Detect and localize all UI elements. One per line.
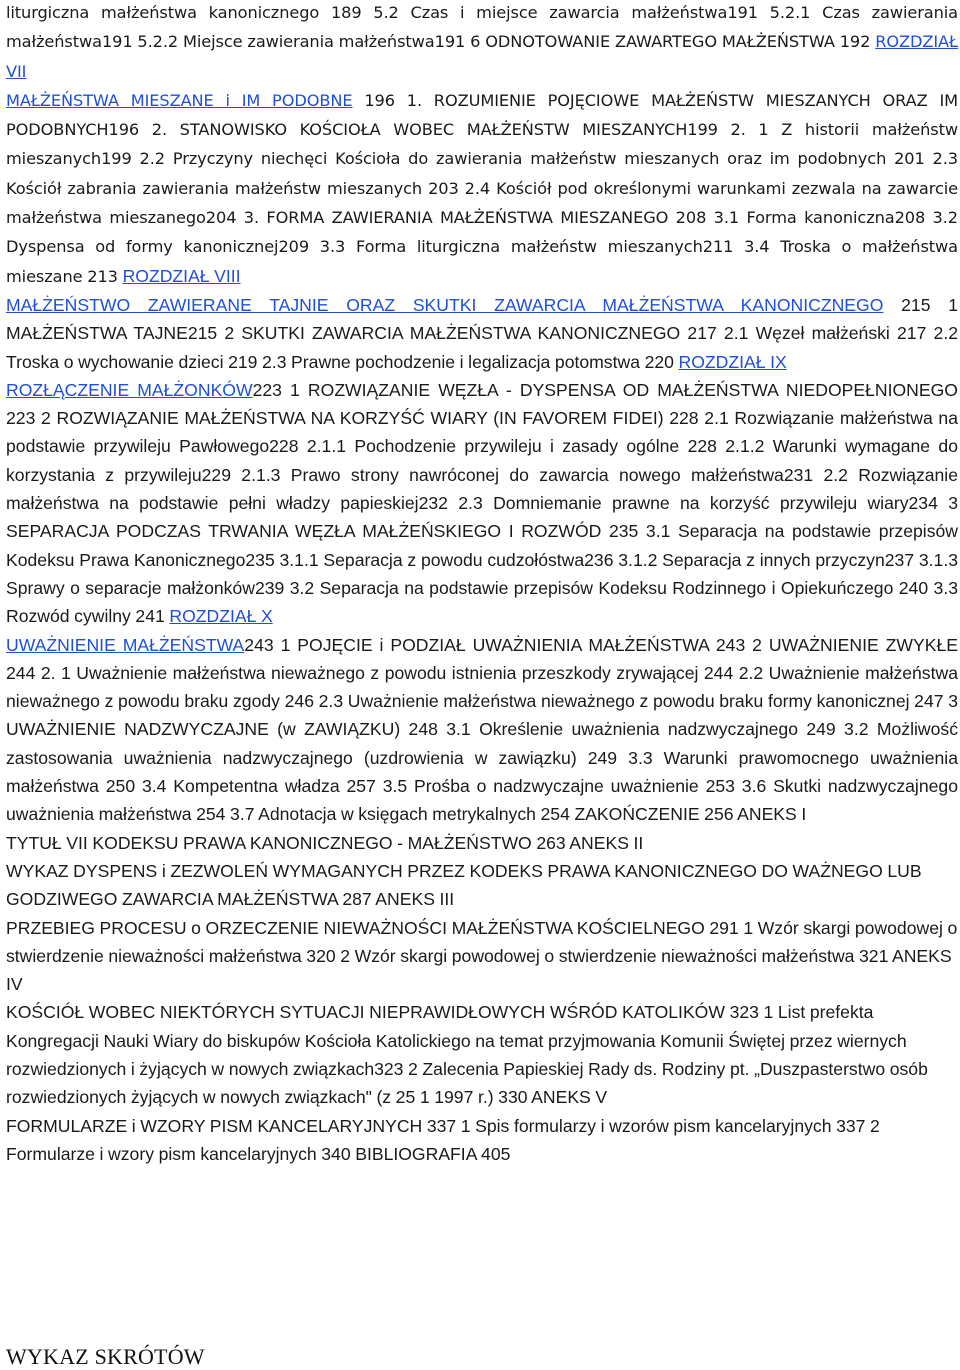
toc-aneks-2: WYKAZ DYSPENS i ZEZWOLEŃ WYMAGANYCH PRZEZ KODEKS PRAWA KANONICZNEGO DO WAŻNEGO LUB GODZIWEGO ZAWARCIA MAŁŻEŃSTWA 287 ANEKS III	[6, 860, 922, 910]
link-chapter-ix[interactable]: ROZDZIAŁ IX	[678, 351, 787, 372]
link-chapter-viii[interactable]: ROZDZIAŁ VIII	[122, 265, 241, 286]
link-chapter-vii-title[interactable]: MAŁŻEŃSTWA MIESZANE i IM PODOBNE	[6, 90, 353, 110]
link-chapter-ix-title[interactable]: ROZŁĄCZENIE MAŁŻONKÓW	[6, 379, 253, 400]
toc-text-1: liturgiczna małżeństwa kanonicznego 189 5.2 Czas i miejsce zawarcia małżeństwa191 5.2.1 Czas zawierania małżeństwa191 5.2.2 Miejsce zawierania małżeństwa191 6 ODNOTOWANIE ZAWARTEGO MAŁŻEŃSTWA 192	[6, 3, 958, 52]
link-chapter-vii[interactable]: ROZDZIAŁ VII	[6, 32, 958, 81]
toc-text-4: 223 1 ROZWIĄZANIE WĘZŁA - DYSPENSA OD MAŁŻEŃSTWA NIEDOPEŁNIONEGO 223 2 ROZWIĄZANIE MAŁŻEŃSTWA NA KORZYŚĆ WIARY (IN FAVOREM FIDEI) 228 2.1 Rozwiązanie małżeństwa na podstawie przywileju Pawłowego228 2.1.1 Pochodzenie przywileju i zasady ogólne 228 2.1.2 Warunki wymagane do korzystania z przywileju229 2.1.3 Prawo strony nawróconej do zawarcia nowego małżeństwa231 2.2 Rozwiązanie małżeństwa na podstawie pełni władzy papieskiej232 2.3 Domniemanie prawne na korzyść przywileju wiary234 3 SEPARACJA PODCZAS TRWANIA WĘZŁA MAŁŻEŃSKIEGO I ROZWÓD 235 3.1 Separacja na podstawie przepisów Kodeksu Prawa Kanonicznego235 3.1.1 Separacja z powodu cudzołóstwa236 3.1.2 Separacja z innych przyczyn237 3.1.3 Sprawy o separacje małżonków239 3.2 Separacja na podstawie przepisów Kodeksu Rodzinnego i Opiekuńczego 240 3.3 Rozwód cywilny 241	[6, 379, 958, 627]
section-heading: WYKAZ SKRÓTÓW	[6, 1344, 205, 1369]
toc-aneks-5: FORMULARZE i WZORY PISM KANCELARYJNYCH 337 1 Spis formularzy i wzorów pism kancelaryjnych 337 2 Formularze i wzory pism kancelaryjnych 340 BIBLIOGRAFIA 405	[6, 1115, 880, 1164]
link-chapter-x-title[interactable]: UWAŻNIENIE MAŁŻEŃSTWA	[6, 634, 245, 655]
toc-text-3: 215 1 MAŁŻEŃSTWA TAJNE215 2 SKUTKI ZAWARCIA MAŁŻEŃSTWA KANONICZNEGO 217 2.1 Węzeł małżeński 217 2.2 Troska o wychowanie dzieci 219 2.3 Prawne pochodzenie i legalizacja potomstwa 220	[6, 294, 958, 372]
toc-block-main	[6, 0, 958, 829]
toc-text-5: 243 1 POJĘCIE i PODZIAŁ UWAŻNIENIA MAŁŻEŃSTWA 243 2 UWAŻNIENIE ZWYKŁE 244 2. 1 Uważnienie małżeństwa nieważnego z powodu istnienia przeszkody zrywającej 244 2.2 Uważnienie małżeństwa nieważnego z powodu braku zgody 246 2.3 Uważnienie małżeństwa nieważnego z powodu braku formy kanonicznej 247 3 UWAŻNIENIE NADZWYCZAJNE (w ZAWIĄZKU) 248 3.1 Określenie uważnienia nadzwyczajnego 249 3.2 Możliwość zastosowania uważnienia nadzwyczajnego (uzdrowienia w zawiązku) 249 3.3 Warunki prawomocnego uważnienia małżeństwa 250 3.4 Kompetentna władza 257 3.5 Prośba o nadzwyczajne uważnienie 253 3.6 Skutki nadzwyczajnego uważnienia małżeństwa 254 3.7 Adnotacja w księgach metrykalnych 254 ZAKOŃCZENIE 256 ANEKS I	[6, 634, 958, 825]
toc-aneks-4: KOŚCIÓŁ WOBEC NIEKTÓRYCH SYTUACJI NIEPRAWIDŁOWYCH WŚRÓD KATOLIKÓW 323 1 List prefekta Kongregacji Nauki Wiary do biskupów Kościoła Katolickiego na temat przyjmowania Komunii Świętej przez wiernych rozwiedzionych i żyjących w nowych związkach323 2 Zalecenia Papieskiej Rady ds. Rodziny pt. „Duszpasterstwo osób rozwiedzionych żyjących w nowych związkach" (z 25 1 1997 r.) 330 ANEKS V	[6, 1002, 928, 1108]
link-chapter-x[interactable]: ROZDZIAŁ X	[169, 606, 273, 627]
toc-aneks-1: TYTUŁ VII KODEKSU PRAWA KANONICZNEGO - MAŁŻEŃSTWO 263 ANEKS II	[6, 832, 644, 853]
link-chapter-viii-title[interactable]: MAŁŻEŃSTWO ZAWIERANE TAJNIE ORAZ SKUTKI ZAWARCIA MAŁŻEŃSTWA KANONICZNEGO	[6, 294, 884, 315]
table-of-contents	[6, 0, 958, 1168]
toc-aneks-3: PRZEBIEG PROCESU o ORZECZENIE NIEWAŻNOŚCI MAŁŻEŃSTWA KOŚCIELNEGO 291 1 Wzór skargi powodowej o stwierdzenie nieważności małżeństwa 320 2 Wzór skargi powodowej o stwierdzenie nieważności małżeństwa 321 ANEKS IV	[6, 917, 958, 995]
toc-text-2: 196 1. ROZUMIENIE POJĘCIOWE MAŁŻEŃSTW MIESZANYCH ORAZ IM PODOBNYCH196 2. STANOWISKO KOŚCIOŁA WOBEC MAŁŻEŃSTW MIESZANYCH199 2. 1 Z historii małżeństw mieszanych199 2.2 Przyczyny niechęci Kościoła do zawierania małżeństw mieszanych oraz im podobnych 201 2.3 Kościół zabrania zawierania małżeństw mieszanych 203 2.4 Kościół pod określonymi warunkami zezwala na zawarcie małżeństwa mieszanego204 3. FORMA ZAWIERANIA MAŁŻEŃSTWA MIESZANEGO 208 3.1 Forma kanoniczna208 3.2 Dyspensa od formy kanonicznej209 3.3 Forma liturgiczna małżeństw mieszanych211 3.4 Troska o małżeństwa mieszane 213	[6, 90, 958, 286]
